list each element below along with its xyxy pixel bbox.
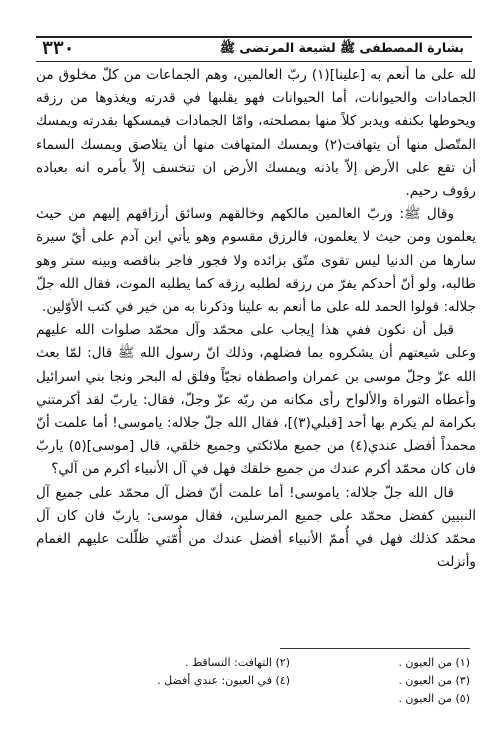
footnotes — [110, 654, 470, 708]
paragraph: قبل أن نكون ففي هذا إيجاب على محمّد وآل محمّد صلوات الله عليهم وعلى شيعتهم أن يشكروه بما فضلهم، وذلك انّ رسول الله ﷺ قال: لمّا بعث الله عزّ وجلّ موسى بن عمران واصطفاه نجيّاً وفلق له البحر ونجا بني اسرائيل وأعطاه التوراة والألواح رأى مكانه من ربّه عزّ وجلّ، فقال: ياربّ لقد أكرمتني بكرامة لم يكرم بها أحد [قبلي(٣)]، فقال الله جلّ جلاله: ياموسى! أما علمت أنّ محمداً أفضل عندي(٤) من جميع ملائكتي وجميع خلقي، قال [موسى](٥) ياربّ فان كان محمّد أكرم عندك من جميع خلقك فهل في آل الأنبياء أكرم من آلي؟ — [36, 322, 477, 478]
footnote-4: (٤) في العيون: عندي أفضل . — [157, 674, 290, 687]
footnote-row — [110, 690, 470, 708]
footnote-separator — [280, 648, 470, 649]
running-title: بشارة المصطفى ﷺ لشيعة المرتضى ﷺ — [219, 40, 464, 55]
page-number: ٣٣٠ — [42, 38, 75, 59]
paragraph: قال الله جلّ جلاله: ياموسى! أما علمت أنّ فضل آل محمّد على جميع آل النبيين كفضل محمّد على جميع المرسلين، فقال موسى: ياربّ فان كان آل محمّد كذلك فهل في أُممّ الأنبياء أفضل عندك من أُمّتي ظلّلت عليهم الغمام وأنزلت — [36, 484, 476, 571]
paragraph: وقال ﷺ: وربّ العالمين مالكهم وخالقهم وسائق أرزاقهم إليهم من حيث يعلمون ومن حيث لا يعلمون، فالرزق مقسوم وهو يأتي ابن آدم على أيّ سيرة سارها من الدنيا ليس تقوى متّق بزائده ولا فجور فاجر بناقصه وبينه ستر وهو طالبه، ولو أنّ أحدكم يفرّ من رزقه لطلبه رزقه كما يطلبه الموت، فقال الله جلّ جلاله: قولوا الحمد لله على ما أنعم به علينا وذكرنا به من خير في كتب الأوّلين. — [36, 206, 476, 316]
footnote-1: (١) من العيون . — [398, 656, 470, 669]
footnote-row — [110, 672, 470, 690]
running-header — [36, 36, 472, 62]
footnote-3: (٣) من العيون . — [398, 674, 470, 687]
paragraph: لله على ما أنعم به [علينا](١) ربّ العالمين، وهم الجماعات من كلّ مخلوق من الجمادات والحيوانات، أما الحيوانات فهو يقلبها في قدرته ويغذوها من رزقه ويحوطها بكنفه ويدبر كلاً منها بمصلحته، وامّا الجمادات فيمسكها بقدرته ويمسك المتّصل منها أن يتهافت(٢) ويمسك المتهافت منها أن يتلاصق ويمسك السماء أن تقع على الأرض إلاّ باذنه ويمسك الأرض ان تنخسف إلاّ بأمره انه بعباده رؤوف رحيم. — [36, 67, 477, 200]
footnote-2: (٢) التهافت: التساقط . — [184, 656, 290, 669]
main-text — [36, 64, 476, 574]
footnote-5: (٥) من العيون . — [398, 692, 470, 705]
footnote-row — [110, 654, 470, 672]
